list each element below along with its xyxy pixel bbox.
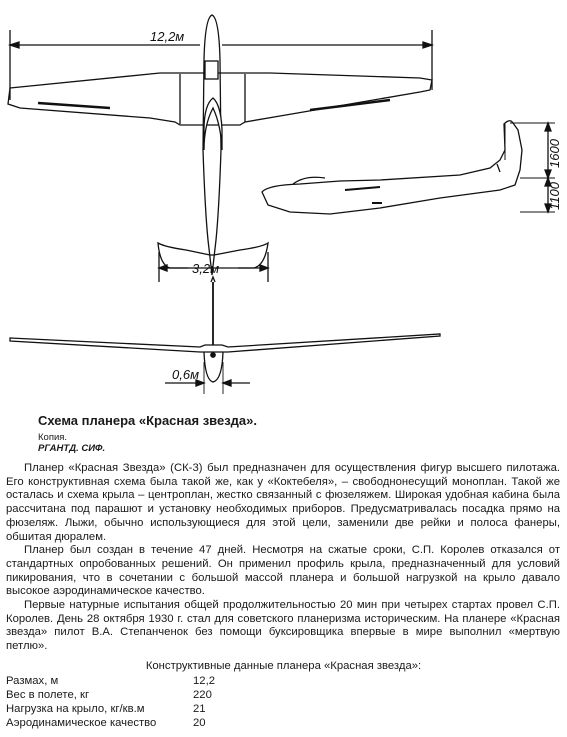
top-view	[8, 15, 432, 282]
side-view	[262, 121, 555, 214]
specs-title: Конструктивные данные планера «Красная звезда»:	[145, 660, 422, 672]
spec-label: Размах, м	[6, 675, 59, 687]
paragraph-3: Первые натурные испытания общей продолжительностью 20 мин при четырех стартах провел С.П. Королев. День 28 октября 1930 г. стал для советского планеризма историческим. На планере «Красная звезда» пилот В.А. Степанченок без помощи буксировщика впервые в мире выполнил «мертвую петлю».	[6, 599, 560, 653]
article-body	[6, 462, 560, 654]
caption-copy-note: Копия.	[38, 432, 68, 443]
dim-1600-label: 1600	[547, 139, 562, 168]
spec-value: 12,2	[193, 675, 215, 687]
dim-1100-label: 1100	[547, 182, 562, 210]
spec-label: Вес в полете, кг	[6, 689, 90, 701]
spec-value: 220	[193, 689, 212, 701]
caption-source: РГАНТД. СИФ.	[38, 443, 106, 454]
front-view	[10, 277, 440, 394]
span-dimension-label: 12,2м	[150, 29, 185, 44]
tail-span-dimension-label: 3,2м	[192, 261, 219, 276]
spec-value: 20	[193, 717, 206, 729]
paragraph-1: Планер «Красная Звезда» (СК-3) был предназначен для осуществления фигур высшего пилотажа. Его конструктивная схема была такой же, как у «Коктебеля», – свободнонесущий моноплан. Такой же осталась и схема крыла – центроплан, жестко связанный с фюзеляжем. Широкая удобная кабина была рассчитана под парашют и установку необходимых приборов. Предусматривалась посадка прямо на фюзеляж. Лыжи, обычно использующиеся для этой цели, заменили две рейки и полоса фанеры, обшитая дюралем.	[6, 462, 560, 543]
height-dimension-label: 0,6м	[172, 367, 199, 382]
figure-caption: Схема планера «Красная звезда».	[38, 413, 257, 428]
spec-label: Аэродинамическое качество	[6, 717, 157, 729]
spec-value: 21	[193, 703, 206, 715]
spec-label: Нагрузка на крыло, кг/кв.м	[6, 703, 145, 715]
paragraph-2: Планер был создан в течение 47 дней. Несмотря на сжатые сроки, С.П. Королев отказался от стандартных опробованных решений. Он применил профиль крыла, предназначенный для условий пикирования, что в сочетании с большой массой планера и большой нагрузкой на крыло давало высокое аэродинамическое качество.	[6, 544, 560, 598]
